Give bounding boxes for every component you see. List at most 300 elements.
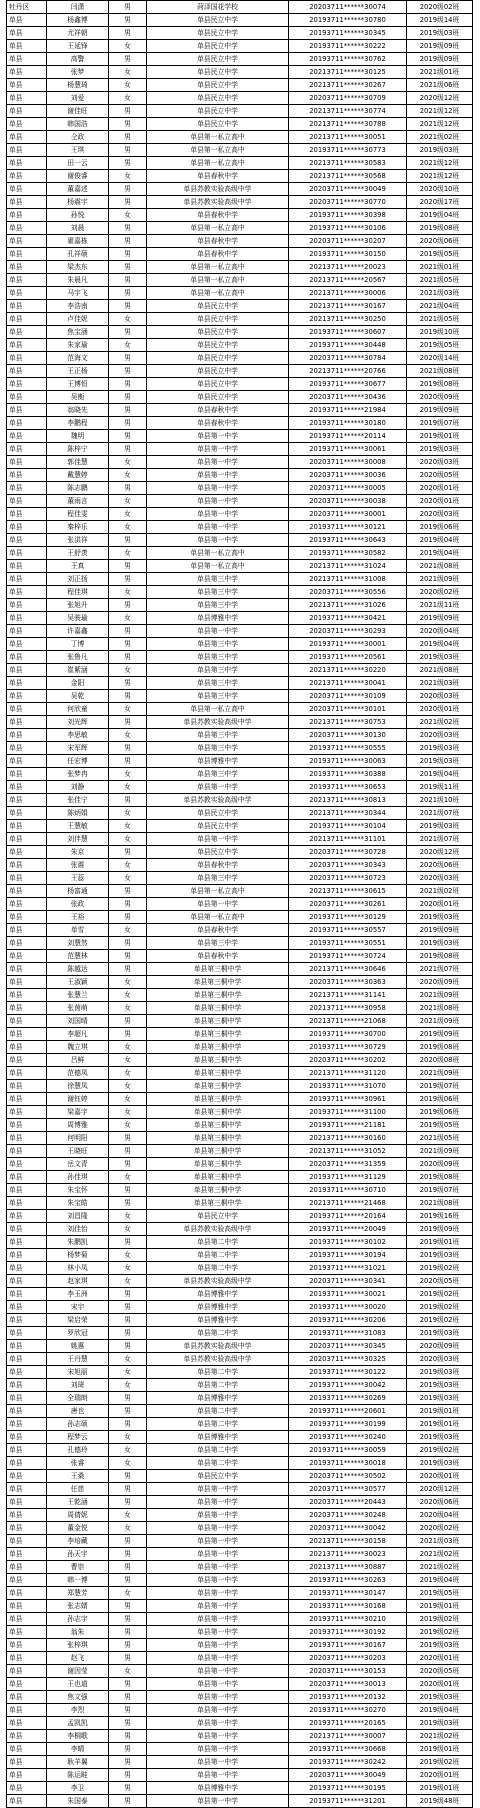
table-row xyxy=(7,833,473,846)
cell-gender: 男 xyxy=(109,534,147,547)
cell-county: 单县 xyxy=(7,664,47,677)
cell-id: 20203711******30325 xyxy=(289,1353,407,1366)
cell-gender: 男 xyxy=(109,885,147,898)
cell-school: 单县春秋中学 xyxy=(147,859,289,872)
cell-school: 单县第二中学 xyxy=(147,1379,289,1392)
cell-id: 20213711******30813 xyxy=(289,794,407,807)
table-row xyxy=(7,170,473,183)
table-row xyxy=(7,1626,473,1639)
cell-gender: 女 xyxy=(109,40,147,53)
cell-class: 2019级05班 xyxy=(407,248,473,261)
cell-id: 20213711******31101 xyxy=(289,833,407,846)
cell-school: 单县民立中学 xyxy=(147,300,289,313)
cell-gender: 女 xyxy=(109,1002,147,1015)
cell-class: 2019级09班 xyxy=(407,1223,473,1236)
cell-school: 单县第一中学 xyxy=(147,1574,289,1587)
cell-gender: 男 xyxy=(109,404,147,417)
cell-county: 单县 xyxy=(7,105,47,118)
cell-gender: 男 xyxy=(109,1,147,14)
cell-county: 单县 xyxy=(7,1054,47,1067)
cell-id: 20193711******30020 xyxy=(289,1301,407,1314)
cell-name: 张梦冉 xyxy=(47,768,109,781)
cell-school: 单县民立中学 xyxy=(147,40,289,53)
cell-id: 20203711******30049 xyxy=(289,183,407,196)
cell-class: 2019级07班 xyxy=(407,1184,473,1197)
cell-id: 20193711******30724 xyxy=(289,950,407,963)
cell-gender: 男 xyxy=(109,1678,147,1691)
cell-school: 单县第三桐中学 xyxy=(147,1158,289,1171)
cell-id: 20203711******30005 xyxy=(289,482,407,495)
cell-county: 单县 xyxy=(7,937,47,950)
cell-gender: 女 xyxy=(109,1054,147,1067)
cell-id: 20193711******30773 xyxy=(289,144,407,157)
cell-gender: 男 xyxy=(109,1145,147,1158)
cell-county: 单县 xyxy=(7,1067,47,1080)
cell-school: 单县第三中学 xyxy=(147,599,289,612)
cell-school: 单县第一中学 xyxy=(147,1483,289,1496)
cell-id: 20213711******30023 xyxy=(289,1548,407,1561)
cell-school: 单县第一私立高中 xyxy=(147,547,289,560)
cell-id: 20193711******30059 xyxy=(289,1444,407,1457)
cell-class: 2020级09班 xyxy=(407,391,473,404)
student-roster-table xyxy=(6,0,473,1808)
table-row xyxy=(7,1769,473,1782)
cell-school: 单县第二中学 xyxy=(147,1418,289,1431)
cell-gender: 男 xyxy=(109,755,147,768)
table-row xyxy=(7,1600,473,1613)
cell-county: 单县 xyxy=(7,1002,47,1015)
table-row xyxy=(7,1314,473,1327)
cell-name: 程佳雯 xyxy=(47,508,109,521)
cell-class: 2021级01班 xyxy=(407,66,473,79)
cell-gender: 男 xyxy=(109,1691,147,1704)
table-row xyxy=(7,1366,473,1379)
cell-county: 单县 xyxy=(7,1795,47,1808)
cell-county: 单县 xyxy=(7,1106,47,1119)
cell-name: 王裕 xyxy=(47,911,109,924)
cell-school: 单县第三桐中学 xyxy=(147,1106,289,1119)
cell-class: 2019级05班 xyxy=(407,339,473,352)
cell-county: 单县 xyxy=(7,573,47,586)
cell-county: 单县 xyxy=(7,404,47,417)
table-row xyxy=(7,1496,473,1509)
cell-name: 杨梦菊 xyxy=(47,1249,109,1262)
cell-gender: 男 xyxy=(109,300,147,313)
cell-county: 单县 xyxy=(7,326,47,339)
cell-school: 单县民立中学 xyxy=(147,27,289,40)
cell-class: 2019级08班 xyxy=(407,950,473,963)
cell-class: 2019级03班 xyxy=(407,820,473,833)
cell-name: 张梦 xyxy=(47,66,109,79)
cell-county: 单县 xyxy=(7,417,47,430)
cell-name: 吕鲜 xyxy=(47,1054,109,1067)
cell-county: 单县 xyxy=(7,1769,47,1782)
cell-name: 李烈 xyxy=(47,1704,109,1717)
cell-name: 张政 xyxy=(47,898,109,911)
cell-school: 单县春秋中学 xyxy=(147,950,289,963)
cell-class: 2019级03班 xyxy=(407,1249,473,1262)
cell-school: 单县第二中学 xyxy=(147,1262,289,1275)
cell-class: 2021级12班 xyxy=(407,118,473,131)
cell-name: 王延锋 xyxy=(47,40,109,53)
cell-class: 2021级05班 xyxy=(407,274,473,287)
table-row xyxy=(7,339,473,352)
cell-class: 2019级04班 xyxy=(407,1704,473,1717)
cell-gender: 女 xyxy=(109,833,147,846)
table-row xyxy=(7,1652,473,1665)
cell-class: 2019级03班 xyxy=(407,911,473,924)
cell-gender: 男 xyxy=(109,131,147,144)
cell-id: 20193711******30061 xyxy=(289,443,407,456)
cell-class: 2019级03班 xyxy=(407,1327,473,1340)
cell-name: 全瑞朗 xyxy=(47,1392,109,1405)
cell-county: 单县 xyxy=(7,1626,47,1639)
cell-school: 单县苏教实验高级中学 xyxy=(147,1340,289,1353)
cell-id: 20203711******30502 xyxy=(289,1470,407,1483)
cell-gender: 女 xyxy=(109,820,147,833)
cell-county: 单县 xyxy=(7,196,47,209)
cell-gender: 女 xyxy=(109,664,147,677)
table-row xyxy=(7,599,473,612)
cell-id: 20203711******30001 xyxy=(289,508,407,521)
cell-name: 李玉洲 xyxy=(47,1288,109,1301)
cell-class: 2021级08班 xyxy=(407,1197,473,1210)
cell-county: 单县 xyxy=(7,885,47,898)
cell-name: 杨富通 xyxy=(47,885,109,898)
cell-school: 单县第三中学 xyxy=(147,573,289,586)
table-row xyxy=(7,1353,473,1366)
cell-school: 单县第三中学 xyxy=(147,690,289,703)
cell-id: 20193711******30710 xyxy=(289,1184,407,1197)
cell-county: 单县 xyxy=(7,794,47,807)
cell-school: 单县第三桐中学 xyxy=(147,976,289,989)
cell-name: 王桑 xyxy=(47,1470,109,1483)
cell-class: 2021级09班 xyxy=(407,573,473,586)
cell-gender: 男 xyxy=(109,1015,147,1028)
cell-name: 卢佳妮 xyxy=(47,313,109,326)
cell-gender: 女 xyxy=(109,703,147,716)
cell-class: 2020级01班 xyxy=(407,495,473,508)
cell-gender: 女 xyxy=(109,547,147,560)
cell-gender: 男 xyxy=(109,1301,147,1314)
cell-county: 单县 xyxy=(7,1457,47,1470)
cell-gender: 男 xyxy=(109,846,147,859)
table-row xyxy=(7,625,473,638)
cell-class: 2019级06班 xyxy=(407,521,473,534)
cell-county: 单县 xyxy=(7,1041,47,1054)
cell-class: 2019级04班 xyxy=(407,547,473,560)
cell-class: 2019级02班 xyxy=(407,1288,473,1301)
cell-id: 20213711******31052 xyxy=(289,1145,407,1158)
cell-county: 单县 xyxy=(7,391,47,404)
cell-name: 宋宇 xyxy=(47,1301,109,1314)
cell-gender: 男 xyxy=(109,430,147,443)
cell-class: 2021级03班 xyxy=(407,677,473,690)
table-row xyxy=(7,1106,473,1119)
cell-gender: 男 xyxy=(109,144,147,157)
cell-gender: 男 xyxy=(109,196,147,209)
cell-county: 单县 xyxy=(7,898,47,911)
cell-gender: 女 xyxy=(109,1522,147,1535)
cell-name: 李思敏 xyxy=(47,729,109,742)
cell-county: 单县 xyxy=(7,352,47,365)
cell-school: 单县民立中学 xyxy=(147,391,289,404)
table-row xyxy=(7,131,473,144)
cell-gender: 男 xyxy=(109,417,147,430)
cell-county: 单县 xyxy=(7,1327,47,1340)
cell-class: 2019级02班 xyxy=(407,1444,473,1457)
cell-name: 李培藏 xyxy=(47,1535,109,1548)
cell-school: 单县第二中学 xyxy=(147,1405,289,1418)
cell-school: 单县第一中学 xyxy=(147,898,289,911)
cell-id: 20213711******31026 xyxy=(289,599,407,612)
cell-gender: 男 xyxy=(109,1626,147,1639)
cell-county: 单县 xyxy=(7,287,47,300)
cell-name: 林小凤 xyxy=(47,1262,109,1275)
cell-id: 20193711******30167 xyxy=(289,1639,407,1652)
cell-name: 吴乾 xyxy=(47,690,109,703)
cell-id: 20213711******30160 xyxy=(289,1132,407,1145)
cell-name: 金阳 xyxy=(47,677,109,690)
cell-name: 王乾涵 xyxy=(47,1496,109,1509)
cell-school: 单县苏教实验高级中学 xyxy=(147,1223,289,1236)
cell-school: 单县第二中学 xyxy=(147,1236,289,1249)
cell-name: 李浩南 xyxy=(47,300,109,313)
cell-school: 单县第三桐中学 xyxy=(147,1041,289,1054)
cell-class: 2021级08班 xyxy=(407,365,473,378)
cell-gender: 男 xyxy=(109,716,147,729)
cell-name: 孟凯凯 xyxy=(47,1717,109,1730)
cell-name: 罗欣冠 xyxy=(47,1327,109,1340)
cell-id: 20203711******30074 xyxy=(289,1,407,14)
cell-county: 单县 xyxy=(7,66,47,79)
cell-county: 单县 xyxy=(7,209,47,222)
cell-name: 韩国浩 xyxy=(47,118,109,131)
cell-county: 单县 xyxy=(7,1587,47,1600)
cell-gender: 女 xyxy=(109,1171,147,1184)
table-row xyxy=(7,1145,473,1158)
cell-id: 20193711******30643 xyxy=(289,534,407,547)
table-row xyxy=(7,456,473,469)
cell-name: 刘慧然 xyxy=(47,937,109,950)
cell-county: 单县 xyxy=(7,118,47,131)
table-row xyxy=(7,1236,473,1249)
cell-county: 单县 xyxy=(7,1197,47,1210)
cell-name: 张震 xyxy=(47,859,109,872)
cell-county: 单县 xyxy=(7,495,47,508)
cell-id: 20193711******20164 xyxy=(289,1210,407,1223)
cell-name: 谢钰婷 xyxy=(47,1093,109,1106)
cell-gender: 女 xyxy=(109,92,147,105)
cell-name: 张睿 xyxy=(47,1457,109,1470)
table-row xyxy=(7,1522,473,1535)
table-row xyxy=(7,1171,473,1184)
cell-gender: 女 xyxy=(109,1431,147,1444)
cell-id: 20213711******20023 xyxy=(289,261,407,274)
cell-class: 2020级01班 xyxy=(407,1678,473,1691)
table-row xyxy=(7,1301,473,1314)
cell-class: 2020级01班 xyxy=(407,898,473,911)
table-row xyxy=(7,924,473,937)
cell-class: 2019级02班 xyxy=(407,1262,473,1275)
cell-gender: 女 xyxy=(109,872,147,885)
cell-id: 20193711******20601 xyxy=(289,1405,407,1418)
cell-id: 20213711******20766 xyxy=(289,365,407,378)
table-row xyxy=(7,417,473,430)
cell-gender: 男 xyxy=(109,1470,147,1483)
cell-county: 单县 xyxy=(7,261,47,274)
cell-name: 李超凡 xyxy=(47,1028,109,1041)
table-row xyxy=(7,261,473,274)
table-row xyxy=(7,1678,473,1691)
cell-class: 2019级03班 xyxy=(407,651,473,664)
cell-school: 单县民立中学 xyxy=(147,79,289,92)
cell-school: 单县第一私立高中 xyxy=(147,287,289,300)
table-row xyxy=(7,755,473,768)
cell-name: 董金悦 xyxy=(47,1522,109,1535)
cell-id: 20203711******30261 xyxy=(289,898,407,911)
cell-name: 李晴 xyxy=(47,1743,109,1756)
cell-class: 2020级03班 xyxy=(407,729,473,742)
cell-class: 2020级06班 xyxy=(407,235,473,248)
table-row xyxy=(7,1067,473,1080)
cell-name: 张慧兰 xyxy=(47,989,109,1002)
cell-name: 梁杰东 xyxy=(47,261,109,274)
cell-id: 20203711******30013 xyxy=(289,1678,407,1691)
table-row xyxy=(7,690,473,703)
cell-gender: 女 xyxy=(109,1080,147,1093)
cell-county: 单县 xyxy=(7,729,47,742)
table-row xyxy=(7,820,473,833)
table-row xyxy=(7,1743,473,1756)
cell-school: 单县第一中学 xyxy=(147,443,289,456)
cell-id: 20213711******30615 xyxy=(289,885,407,898)
cell-name: 姚惠 xyxy=(47,1340,109,1353)
cell-school: 单县第一私立高中 xyxy=(147,131,289,144)
cell-id: 20193711******30001 xyxy=(289,638,407,651)
table-row xyxy=(7,1392,473,1405)
cell-school: 单县第三桐中学 xyxy=(147,1132,289,1145)
table-row xyxy=(7,313,473,326)
cell-gender: 男 xyxy=(109,1132,147,1145)
cell-class: 2021级02班 xyxy=(407,1730,473,1743)
cell-school: 单县第三桐中学 xyxy=(147,1028,289,1041)
cell-gender: 女 xyxy=(109,1106,147,1119)
cell-name: 张茵萌 xyxy=(47,1002,109,1015)
cell-name: 王舒羡 xyxy=(47,547,109,560)
cell-name: 刘昌隆 xyxy=(47,1210,109,1223)
cell-county: 单县 xyxy=(7,911,47,924)
cell-id: 20213711******30646 xyxy=(289,963,407,976)
cell-county: 单县 xyxy=(7,469,47,482)
cell-gender: 男 xyxy=(109,1483,147,1496)
table-row xyxy=(7,300,473,313)
cell-name: 岳文青 xyxy=(47,1158,109,1171)
cell-school: 单县第一中学 xyxy=(147,625,289,638)
cell-name: 戴慧婷 xyxy=(47,469,109,482)
cell-id: 20203711******30036 xyxy=(289,469,407,482)
cell-name: 尤祥朝 xyxy=(47,27,109,40)
cell-id: 20213711******20567 xyxy=(289,274,407,287)
cell-id: 20193711******20561 xyxy=(289,651,407,664)
cell-gender: 女 xyxy=(109,1275,147,1288)
cell-id: 20203711******30293 xyxy=(289,625,407,638)
cell-school: 单县博雅中学 xyxy=(147,1301,289,1314)
cell-school: 单县第一中学 xyxy=(147,1769,289,1782)
cell-gender: 女 xyxy=(109,1457,147,1470)
cell-gender: 男 xyxy=(109,625,147,638)
cell-school: 单县第三中学 xyxy=(147,586,289,599)
cell-class: 2019级09班 xyxy=(407,40,473,53)
cell-school: 单县第三中学 xyxy=(147,664,289,677)
cell-class: 2021级11班 xyxy=(407,599,473,612)
table-row xyxy=(7,547,473,560)
cell-gender: 女 xyxy=(109,1665,147,1678)
cell-county: 单县 xyxy=(7,1496,47,1509)
cell-county: 单县 xyxy=(7,248,47,261)
cell-school: 单县民立中学 xyxy=(147,378,289,391)
cell-name: 刘正扬 xyxy=(47,573,109,586)
table-row xyxy=(7,1028,473,1041)
cell-class: 2021级12班 xyxy=(407,157,473,170)
cell-county: 单县 xyxy=(7,430,47,443)
cell-class: 2020级05班 xyxy=(407,1665,473,1678)
cell-gender: 男 xyxy=(109,183,147,196)
cell-school: 单县苏教实验高级中学 xyxy=(147,196,289,209)
table-row xyxy=(7,1444,473,1457)
cell-school: 单县第三中学 xyxy=(147,872,289,885)
cell-class: 2019级10班 xyxy=(407,326,473,339)
table-row xyxy=(7,144,473,157)
cell-gender: 男 xyxy=(109,157,147,170)
table-row xyxy=(7,1548,473,1561)
cell-county: 单县 xyxy=(7,1600,47,1613)
cell-county: 单县 xyxy=(7,1613,47,1626)
cell-class: 2019级02班 xyxy=(407,1613,473,1626)
table-row xyxy=(7,1054,473,1067)
cell-name: 焦宝涵 xyxy=(47,326,109,339)
cell-name: 宋军辉 xyxy=(47,742,109,755)
cell-name: 刘爱 xyxy=(47,92,109,105)
cell-gender: 女 xyxy=(109,1223,147,1236)
cell-gender: 男 xyxy=(109,1496,147,1509)
table-row xyxy=(7,1704,473,1717)
cell-name: 丁博 xyxy=(47,638,109,651)
table-row xyxy=(7,365,473,378)
cell-school: 单县第一中学 xyxy=(147,521,289,534)
cell-county: 单县 xyxy=(7,950,47,963)
table-row xyxy=(7,1418,473,1431)
cell-name: 梁启荣 xyxy=(47,1314,109,1327)
table-row xyxy=(7,859,473,872)
cell-class: 2019级01班 xyxy=(407,1743,473,1756)
cell-name: 朱宝怀 xyxy=(47,1184,109,1197)
cell-gender: 男 xyxy=(109,14,147,27)
cell-county: 单县 xyxy=(7,859,47,872)
cell-county: 单县 xyxy=(7,1093,47,1106)
cell-gender: 女 xyxy=(109,1444,147,1457)
cell-id: 20193711******30448 xyxy=(289,339,407,352)
cell-class: 2020级14班 xyxy=(407,352,473,365)
table-row xyxy=(7,79,473,92)
cell-class: 2019级03班 xyxy=(407,144,473,157)
cell-gender: 女 xyxy=(109,1041,147,1054)
cell-gender: 男 xyxy=(109,378,147,391)
cell-id: 20193711******30042 xyxy=(289,1379,407,1392)
cell-name: 朱宝皓 xyxy=(47,1197,109,1210)
table-row xyxy=(7,846,473,859)
cell-county: 单县 xyxy=(7,833,47,846)
